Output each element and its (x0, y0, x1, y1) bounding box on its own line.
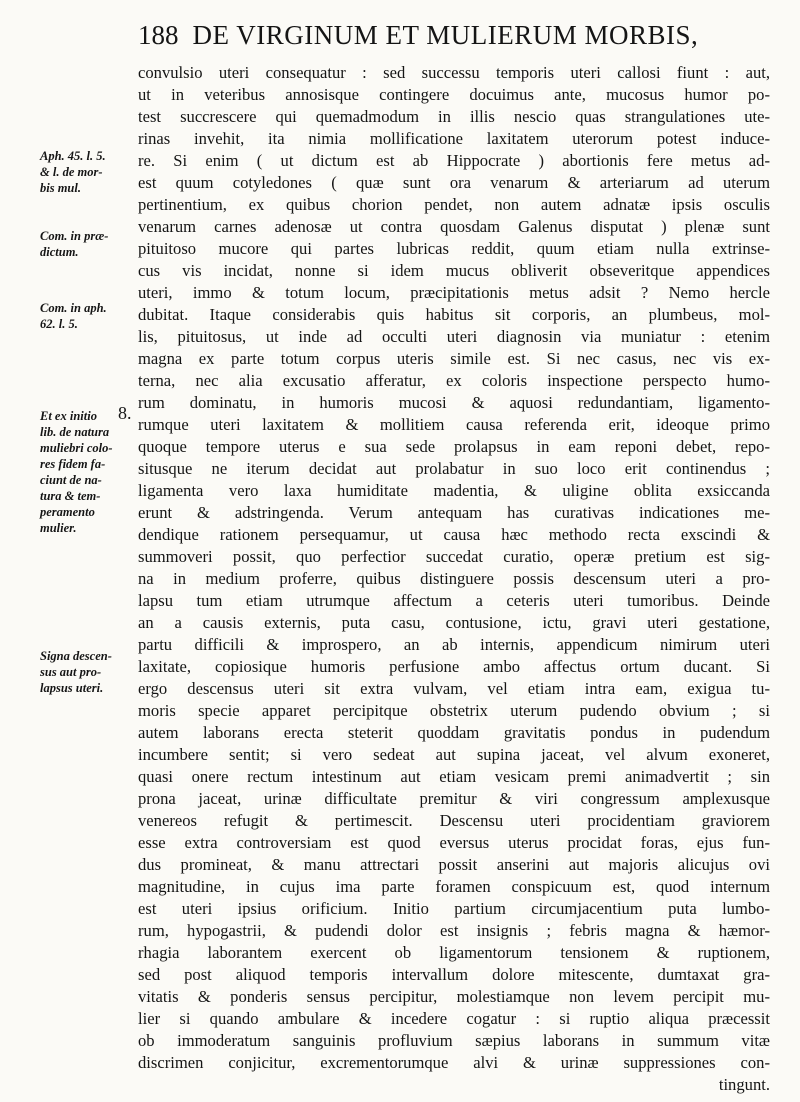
text-line: laxitate, copiosique humoris perfusione ambo affectus ortum ducant. Si (138, 657, 770, 676)
text-line: lier si quando ambulare & incedere cogatur : si ruptio aliqua præcessit (138, 1009, 770, 1028)
text-line: prona jaceat, urinæ difficultate premitur & viri congressum amplexusque (138, 789, 770, 808)
margin-note: Et ex initio lib. de natura muliebri colo- res fidem fa- ciunt de na- tura & tem- peramento mulier. (40, 409, 113, 535)
page-number: 188 (138, 20, 179, 50)
text-line: convulsio uteri consequatur : sed successu temporis uteri callosi fiunt : aut, (138, 63, 770, 82)
text-line: ergo descensus uteri sit extra vulvam, vel etiam intra eam, exigua tu- (138, 679, 770, 698)
text-line: rum, hypogastrii, & pudendi dolor est insignis ; febris magna & hæmor- (138, 921, 770, 940)
margin-note: Com. in præ- dictum. (40, 229, 109, 259)
text-line: lis, pituitosus, ut inde ad occulti uteri diagnosin via muniatur : etenim (138, 327, 770, 346)
text-line: moris specie apparet percipitque obstetrix uterum pudendo obvium ; si (138, 701, 770, 720)
text-line: vitatis & ponderis sensus percipitur, molestiamque non levem percipit mu- (138, 987, 770, 1006)
text-line: ligamenta vero laxa humiditate madentia, & uligine oblita exsiccanda (138, 481, 770, 500)
text-line: autem laborans erecta steterit quoddam gravitatis pondus in pudendum (138, 723, 770, 742)
text-line: an a causis externis, puta casu, contusione, ictu, gravi uteri gestatione, (138, 613, 770, 632)
text-line: pituitoso mucore qui partes lubricas reddit, quum etiam nulla extrinse- (138, 239, 770, 258)
text-line: ob immoderatum sanguinis profluvium sæpius laborans in summum vitæ (138, 1031, 770, 1050)
running-title: DE VIRGINUM ET MULIERUM MORBIS, (192, 20, 699, 50)
text-line: esse extra controversiam est quod eversus uterus procidat foras, ejus fun- (138, 833, 770, 852)
text-line: rinas invehit, ita nimia mollificatione laxitatem uterorum potest induce- (138, 129, 770, 148)
text-line: erunt & adstringenda. Verum antequam has curativas indicationes me- (138, 503, 770, 522)
page-header (138, 20, 778, 60)
text-line: partu difficili & improspero, an ab internis, appendicum nimirum uteri (138, 635, 770, 654)
text-line: summoveri possit, quo perfectior succedat curatio, operæ pretium est sig- (138, 547, 770, 566)
text-line: incumbere sentit; si vero sedeat aut supina jaceat, vel alvum exoneret, (138, 745, 770, 764)
text-line: situsque ne iterum decidat aut prolabatur in suo loco erit continendus ; (138, 459, 770, 478)
text-line: est uteri ipsius orificium. Initio partium circumjacentium puta lumbo- (138, 899, 770, 918)
body-text (138, 62, 770, 1096)
text-line: est quum cotyledones ( quæ sunt ora venarum & arteriarum ad uterum (138, 173, 770, 192)
text-line: sed post aliquod temporis intervallum dolore mitescente, dumtaxat gra- (138, 965, 770, 984)
text-line: magna ex parte totum corpus uteris simile est. Si nec casus, nec vis ex- (138, 349, 770, 368)
text-line: quasi onere rectum intestinum aut etiam vesicam premi animadvertit ; sin (138, 767, 770, 786)
margin-note: Signa descen- sus aut pro- lapsus uteri. (40, 649, 112, 695)
text-line: rhagia laborantem exercent ob ligamentorum tensionem & ruptionem, (138, 943, 770, 962)
text-line: dendique rationem persequamur, ut causa hæc methodo recta exscindi & (138, 525, 770, 544)
text-line: test succrescere qui quemadmodum in illis nescio quas strangulationes ute- (138, 107, 770, 126)
text-line: dubitat. Itaque considerabis quis habitus sit corporis, an plumbeus, mol- (138, 305, 770, 324)
text-line: lapsu tum etiam utrumque affectum a ceteris uteri tumoribus. Deinde (138, 591, 770, 610)
margin-number: 8. (118, 403, 132, 423)
text-line: rumque uteri laxitatem & mollitiem causa referenda erit, ideoque primo (138, 415, 770, 434)
text-line: re. Si enim ( ut dictum est ab Hippocrate ) abortionis fere metus ad- (138, 151, 770, 170)
text-line: na in medium proferre, quibus distinguere possis descensum uteri a pro- (138, 569, 770, 588)
text-line: terna, nec alia excusatio afferatur, ex coloris inspectione perspecto humo- (138, 371, 770, 390)
text-line: dus promineat, & manu attrectari possit anserini aut majoris alicujus ovi (138, 855, 770, 874)
margin-note: Aph. 45. l. 5. & l. de mor- bis mul. (40, 149, 106, 195)
text-line: venarum carnes adenosæ ut contra quosdam Galenus disputat ) plenæ sunt (138, 217, 770, 236)
text-line: venereos refugit & pertimescit. Descensu uteri procidentiam graviorem (138, 811, 770, 830)
margin-note: Com. in aph. 62. l. 5. (40, 301, 107, 331)
text-line: tingunt. (718, 1075, 770, 1094)
text-line: quoque tempore uterus e sua sede prolapsus in eam reponi debet, repo- (138, 437, 770, 456)
text-line: discrimen conjicitur, excrementorumque alvi & urinæ suppressiones con- (138, 1053, 770, 1072)
text-line: cus vis incidat, nonne si idem mucus obliverit obseveritque appendices (138, 261, 770, 280)
text-line: rum dominatu, in humoris mucosi & aquosi redundantiam, ligamento- (138, 393, 770, 412)
text-line: magnitudine, in cujus ima parte foramen conspicuum est, quod internum (138, 877, 770, 896)
text-line: pertinentium, ex quibus chorion pendet, non autem adnatæ ipsis osculis (138, 195, 770, 214)
text-line: ut in veteribus annosisque contingere docuimus ante, mucosus humor po- (138, 85, 770, 104)
text-line: uteri, immo & totum locum, præcipitationis metus adsit ? Nemo hercle (138, 283, 770, 302)
